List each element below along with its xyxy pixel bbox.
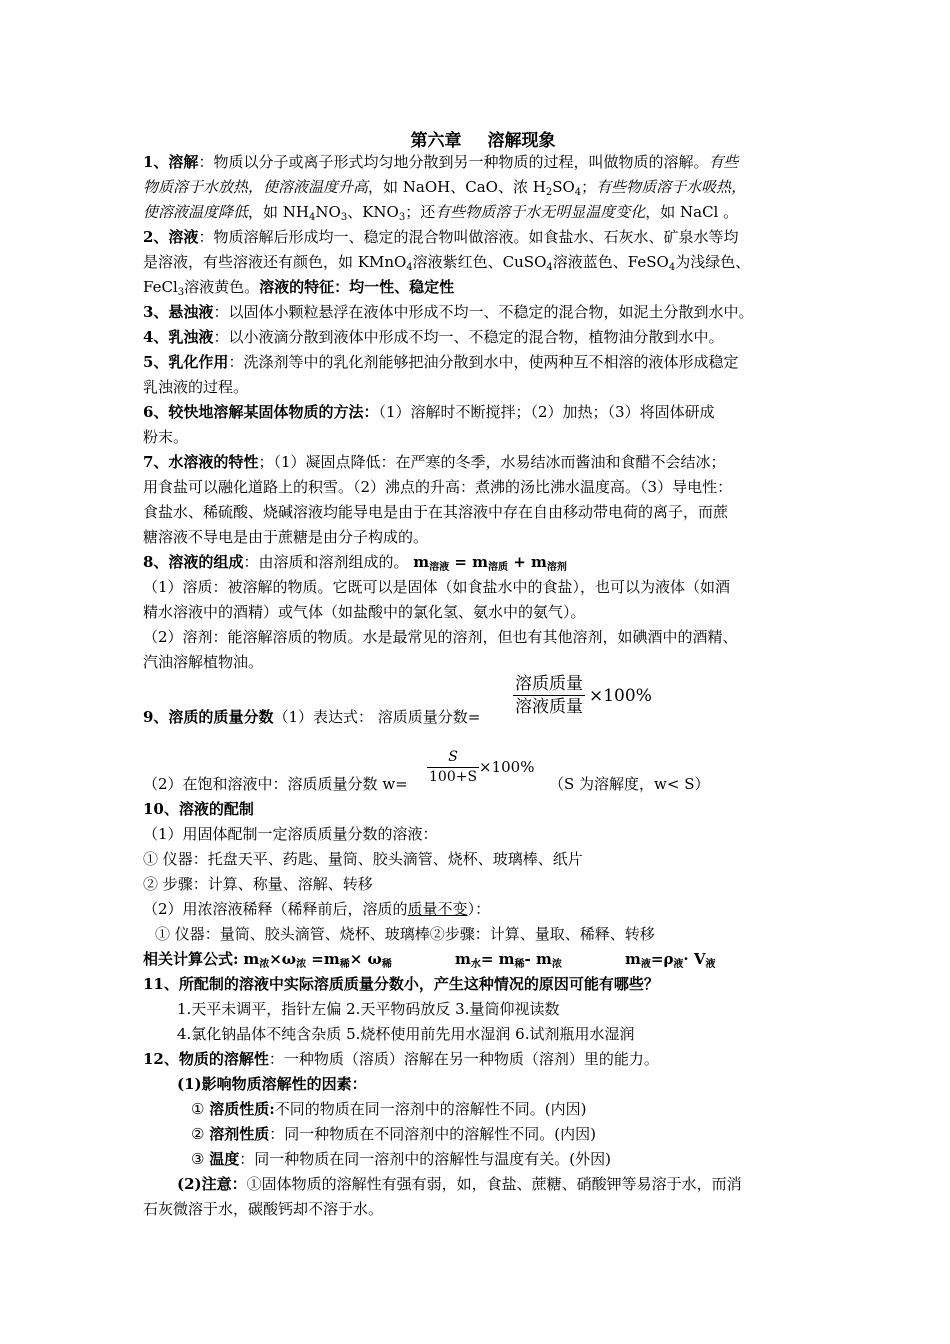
s2-feature: 溶液的特征：均一性、稳定性 <box>259 278 455 296</box>
s1-text: ； <box>581 178 597 196</box>
chapter-number: 第六章 <box>410 131 462 151</box>
s4-heading: 4、乳浊液 <box>143 328 214 346</box>
s12-factor1: ① 溶质性质:不同的物质在同一溶剂中的溶解性不同。(内因) <box>191 1100 587 1118</box>
s7-line4 <box>143 526 428 548</box>
s1-text: ；还 <box>405 203 436 221</box>
s9-line1 <box>143 706 480 728</box>
s2-text: 溶液紫红色、CuSO <box>412 253 547 271</box>
s8-formula: $m_{溶液} = m_{溶质} + m_{溶剂}$ <box>413 553 567 573</box>
s1-line2 <box>143 176 746 198</box>
s10-line4 <box>143 898 490 920</box>
s2-text: 为浅绿色、 <box>675 253 751 271</box>
s11-text: 1.天平未调平，指针左偏 2.天平物码放反 3.量筒仰视读数 <box>177 1000 560 1018</box>
s7-line1 <box>143 451 726 473</box>
s12-note2 <box>143 1198 383 1220</box>
s7-text: 用食盐可以融化道路上的积雪。（2）沸点的升高：煮沸的汤比沸水温度高。（3）导电性： <box>143 478 733 496</box>
s2-text: FeCl <box>143 278 178 296</box>
dilution-formula: $m_浓\times\omega_浓 =m_稀\times \omega_稀$ <box>243 950 392 970</box>
s11-text: 4.氯化钠晶体不纯含杂质 5.烧杯使用前先用水湿润 6.试剂瓶用水湿润 <box>177 1025 635 1043</box>
s11-heading-line <box>143 973 659 995</box>
s9-note: （S 为溶解度，w< S） <box>549 775 710 793</box>
s12-heading: 12、物质的溶解性 <box>143 1050 269 1068</box>
s11-heading: 11、所配制的溶液中实际溶质质量分数小，产生这种情况的原因可能有哪些？ <box>143 975 659 993</box>
chapter-topic: 溶解现象 <box>487 131 556 151</box>
s4-line <box>143 326 723 348</box>
s3-line <box>143 301 753 323</box>
s12-sub1 <box>177 1073 367 1095</box>
s1-italic: 有些物质溶于水无明显温度变化 <box>435 203 646 221</box>
s10-heading: 10、溶液的配制 <box>143 800 254 818</box>
s10-text: ① 仪器：托盘天平、药匙、量筒、胶头滴管、烧杯、玻璃棒、纸片 <box>143 850 583 868</box>
s9-heading: 9、溶质的质量分数 <box>143 708 274 726</box>
s1-italic: 使溶液温度降低 <box>143 203 249 221</box>
s12-text: 石灰微溶于水，碳酸钙却不溶于水。 <box>143 1200 384 1218</box>
fraction-multiplier-2: ×100% <box>479 758 535 776</box>
fraction-mass-ratio <box>513 673 585 718</box>
water-mass-formula: $m_水= m_稀-$ $m_浓$ <box>455 950 562 970</box>
s8-line1 <box>143 551 567 573</box>
s9-text: （2）在饱和溶液中：溶质质量分数 w= <box>143 775 408 793</box>
s10-text: ② 步骤：计算、称量、溶解、转移 <box>143 875 373 893</box>
s1-italic: 有些物质溶于水吸热， <box>596 178 747 196</box>
s3-text: ：以固体小颗粒悬浮在液体中形成不均一、不稳定的混合物，如泥土分散到水中。 <box>213 303 754 321</box>
subscript: 3 <box>398 212 406 223</box>
s9-text: （1）表达式： 溶质质量分数= <box>273 708 481 726</box>
s10-heading-line <box>143 798 254 820</box>
s1-text: ，如 NH <box>248 203 309 221</box>
s7-text: 食盐水、稀硫酸、烧碱溶液均能导电是由于在其溶液中存在自由移动带电荷的离子，而蔗 <box>143 503 729 521</box>
s5-heading: 5、乳化作用 <box>143 353 229 371</box>
s1-text: SO <box>552 178 575 196</box>
s1-text: ，如 NaCl 。 <box>645 203 739 221</box>
fraction-denominator: 100+S <box>429 769 478 785</box>
calc-heading: 相关计算公式: <box>143 950 239 968</box>
subscript: 4 <box>309 212 316 223</box>
s12-text: ：一种物质（溶质）溶解在另一种物质（溶剂）里的能力。 <box>268 1050 659 1068</box>
s8-line4 <box>143 626 738 648</box>
s8-heading: 8、溶液的组成 <box>143 553 244 571</box>
factor-label: 溶剂性质 <box>209 1125 270 1143</box>
s7-heading: 7、水溶液的特性 <box>143 453 259 471</box>
s5-line2 <box>143 376 248 398</box>
s2-line3 <box>143 276 454 298</box>
s1-text: ：物质以分子或离子形式均匀地分散到另一种物质的过程，叫做物质的溶解。 <box>198 153 709 171</box>
subscript: 2 <box>545 187 553 198</box>
s5-text: ：洗涤剂等中的乳化剂能够把油分散到水中，使两种互不相溶的液体形成稳定 <box>228 353 739 371</box>
s10-text: （2）用浓溶液稀释（稀释前后，溶质的 <box>143 900 408 918</box>
s5-text: 乳浊液的过程。 <box>143 378 249 396</box>
s2-heading: 2、溶液 <box>143 228 199 246</box>
s7-line3 <box>143 501 728 523</box>
s10-line3 <box>143 873 373 895</box>
fraction-numerator: S <box>427 748 479 768</box>
s6-text: （1）溶解时不断搅拌；（2）加热；（3）将固体研成 <box>378 403 715 421</box>
factor-text: 不同的物质在同一溶剂中的溶解性不同。(内因) <box>274 1100 587 1118</box>
s8-text: 汽油溶解植物油。 <box>143 653 264 671</box>
s3-heading: 3、悬浊液 <box>143 303 214 321</box>
s1-heading: 1、溶解 <box>143 153 199 171</box>
s12-line1 <box>143 1048 659 1070</box>
s11-line1 <box>177 998 559 1020</box>
s8-text: （1）溶质：被溶解的物质。它既可以是固体（如食盐水中的食盐），也可以为液体（如酒 <box>143 578 731 596</box>
subscript: 3 <box>177 287 185 298</box>
s10-line5 <box>155 923 655 945</box>
s2-text: 溶液黄色。 <box>184 278 260 296</box>
subscript: 3 <box>340 212 348 223</box>
s5-line1 <box>143 351 738 373</box>
s7-text: ；（1）凝固点降低：在严寒的冬季，水易结冰而酱油和食醋不会结冰； <box>258 453 726 471</box>
s10-text: ）： <box>467 900 491 918</box>
s8-text: （2）溶剂：能溶解溶质的物质。水是最常见的溶剂，但也有其他溶剂，如碘酒中的酒精、 <box>143 628 738 646</box>
s1-text: 、KNO <box>347 203 399 221</box>
s10-line1 <box>143 823 438 845</box>
factor-label: 溶质性质: <box>209 1100 275 1118</box>
s6-line2 <box>143 426 188 448</box>
s10-line2 <box>143 848 583 870</box>
fraction-saturated <box>427 748 479 787</box>
s2-line1 <box>143 226 738 248</box>
s8-line5 <box>143 651 263 673</box>
s8-line3 <box>143 601 586 623</box>
s1-italic: 有些 <box>708 153 739 171</box>
s2-text: 溶液蓝色、FeSO <box>552 253 669 271</box>
s10-calc-line <box>143 948 392 970</box>
fraction-multiplier: ×100% <box>589 686 652 706</box>
subscript: 4 <box>668 262 676 273</box>
s11-line2 <box>177 1023 634 1045</box>
s12-factor3: ③ 温度：同一种物质在同一溶剂中的溶解性与温度有关。(外因) <box>191 1150 611 1168</box>
s1-text: NO <box>315 203 341 221</box>
s7-line2 <box>143 476 732 498</box>
s10-underlined: 质量不变 <box>407 900 468 918</box>
s12-subheading: (2)注意： <box>177 1175 247 1193</box>
s12-text: ①固体物质的溶解性有强有弱，如，食盐、蔗糖、硝酸钾等易溶于水，而消 <box>246 1175 742 1193</box>
s4-text: ：以小液滴分散到液体中形成不均一、不稳定的混合物，植物油分散到水中。 <box>213 328 724 346</box>
s12-subheading: (1)影响物质溶解性的因素： <box>177 1075 367 1093</box>
s2-text: 是溶液，有些溶液还有颜色，如 KMnO <box>143 253 407 271</box>
s8-text: ：由溶质和溶剂组成的。 <box>243 553 409 571</box>
s1-line1 <box>143 151 738 173</box>
subscript: 4 <box>546 262 553 273</box>
s12-factor2: ② 溶剂性质：同一种物质在不同溶剂中的溶解性不同。(内因) <box>191 1125 596 1143</box>
subscript: 4 <box>406 262 413 273</box>
s6-text: 粉末。 <box>143 428 189 446</box>
s8-text: 精水溶液中的酒精）或气体（如盐酸中的氯化氢、氨水中的氨气）。 <box>143 603 586 621</box>
s12-note1 <box>177 1173 742 1195</box>
s6-heading: 6、较快地溶解某固体物质的方法： <box>143 403 379 421</box>
density-formula: $m_液=\rho_液\cdot V_液$ <box>625 950 716 970</box>
s8-line2 <box>143 576 730 598</box>
s9-line2 <box>143 773 408 795</box>
s10-text: ① 仪器：量筒、胶头滴管、烧杯、玻璃棒②步骤：计算、量取、稀释、转移 <box>155 925 655 943</box>
s2-text: ：物质溶解后形成均一、稳定的混合物叫做溶液。如食盐水、石灰水、矿泉水等均 <box>198 228 739 246</box>
subscript: 4 <box>574 187 582 198</box>
fraction-denominator: 溶液质量 <box>515 697 583 717</box>
s10-text: （1）用固体配制一定溶质质量分数的溶液： <box>143 825 438 843</box>
s7-text: 糖溶液不导电是由于蔗糖是由分子构成的。 <box>143 528 429 546</box>
factor-text: ：同一种物质在同一溶剂中的溶解性与温度有关。(外因) <box>239 1150 611 1168</box>
factor-label: 温度 <box>209 1150 240 1168</box>
s1-italic: 物质溶于水放热，使溶液温度升高 <box>143 178 369 196</box>
s6-line1 <box>143 401 715 423</box>
s2-line2 <box>143 251 750 273</box>
factor-text: ：同一种物质在不同溶剂中的溶解性不同。(内因) <box>269 1125 596 1143</box>
fraction-numerator: 溶质质量 <box>515 674 583 694</box>
s1-line3 <box>143 201 738 223</box>
s1-text: ，如 NaOH、CaO、浓 H <box>368 178 546 196</box>
chapter-title <box>143 126 823 151</box>
